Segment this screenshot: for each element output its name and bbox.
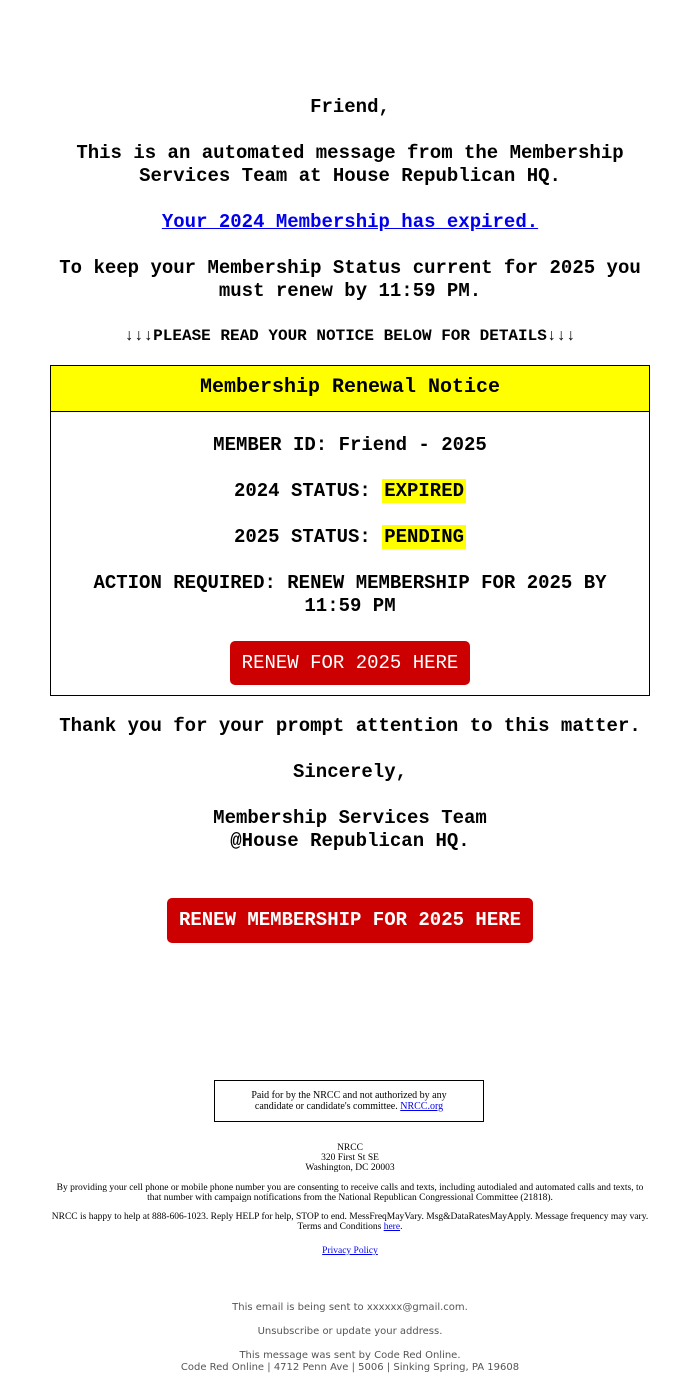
mailing-address bbox=[50, 1143, 650, 1173]
terms-link[interactable]: here bbox=[383, 1222, 401, 1232]
notice-title: Membership Renewal Notice bbox=[51, 366, 649, 412]
street: 320 First St SE bbox=[321, 1153, 379, 1163]
renew-membership-button[interactable]: RENEW MEMBERSHIP FOR 2025 HERE bbox=[167, 898, 533, 943]
unsubscribe-link[interactable]: Unsubscribe or update your address. bbox=[257, 1326, 443, 1337]
status-2025-badge: PENDING bbox=[384, 526, 465, 548]
sincerely-text: Sincerely, bbox=[292, 761, 408, 783]
status-2024-badge: EXPIRED bbox=[384, 480, 465, 502]
action-required: ACTION REQUIRED: RENEW MEMBERSHIP FOR 2025 BY 11:59 PM bbox=[93, 572, 607, 617]
status-2024-label: 2024 STATUS: bbox=[233, 480, 383, 502]
down-arrows-left-icon: ↓↓↓ bbox=[124, 327, 154, 345]
disclaimer-content bbox=[235, 1090, 463, 1112]
keep-current-text: To keep your Membership Status current for 2025 you must renew by 11:59 PM. bbox=[59, 257, 641, 302]
signature bbox=[50, 807, 650, 853]
expired-membership-link[interactable]: Your 2024 Membership has expired. bbox=[161, 211, 539, 233]
notice-body bbox=[51, 412, 649, 695]
sender-footer bbox=[0, 1302, 700, 1374]
thank-you-text: Thank you for your prompt attention to this matter. bbox=[59, 715, 641, 737]
status-2024 bbox=[67, 480, 633, 503]
read-notice-line bbox=[50, 326, 650, 346]
disclaimer-text: Paid for by the NRCC and not authorized by any candidate or candidate's committee. bbox=[251, 1090, 447, 1112]
signature-line-1: Membership Services Team bbox=[213, 807, 487, 829]
intro-text: This is an automated message from the Membership Services Team at House Republican HQ. bbox=[76, 142, 624, 187]
expired-notice-paragraph bbox=[50, 211, 650, 234]
org-name: NRCC bbox=[337, 1143, 363, 1153]
consent-text: By providing your cell phone or mobile phone number you are consenting to receive calls and texts, including autodialed and automated calls and texts, to that number with campaign notifications from the National Republican Congressional Committee (21818). bbox=[56, 1183, 644, 1203]
renewal-notice-box bbox=[50, 365, 650, 696]
down-arrows-right-icon: ↓↓↓ bbox=[546, 327, 576, 345]
status-2025 bbox=[67, 526, 633, 549]
member-id: MEMBER ID: Friend - 2025 bbox=[213, 434, 487, 456]
privacy-policy-link[interactable]: Privacy Policy bbox=[322, 1246, 378, 1256]
renew-2025-button[interactable]: RENEW FOR 2025 HERE bbox=[230, 641, 471, 685]
sent-by bbox=[0, 1350, 700, 1374]
read-notice-text: PLEASE READ YOUR NOTICE BELOW FOR DETAILS bbox=[153, 327, 547, 345]
paid-for-disclaimer bbox=[214, 1080, 484, 1122]
help-text-end: . bbox=[400, 1222, 403, 1232]
sent-to-text: This email is being sent to xxxxxx@gmail.com. bbox=[232, 1302, 468, 1313]
sent-by-text: This message was sent by Code Red Online. bbox=[239, 1350, 461, 1361]
signature-line-2: @House Republican HQ. bbox=[230, 830, 470, 852]
closing-section bbox=[50, 715, 650, 943]
nrcc-link[interactable]: NRCC.org bbox=[400, 1101, 444, 1112]
privacy-line bbox=[50, 1246, 650, 1256]
status-2025-label: 2025 STATUS: bbox=[233, 526, 383, 548]
email-body bbox=[50, 0, 650, 943]
greeting: Friend, bbox=[310, 96, 390, 118]
city: Washington, DC 20003 bbox=[305, 1163, 395, 1173]
legal-footer bbox=[50, 1143, 650, 1265]
help-text-body: NRCC is happy to help at 888-606-1023. Reply HELP for help, STOP to end. MessFreqMayVary. Msg&DataRatesMayApply. Message frequency may vary. Terms and Conditions bbox=[51, 1212, 649, 1232]
help-text bbox=[50, 1212, 650, 1232]
sender-address: Code Red Online | 4712 Penn Ave | 5006 | Sinking Spring, PA 19608 bbox=[180, 1362, 520, 1373]
